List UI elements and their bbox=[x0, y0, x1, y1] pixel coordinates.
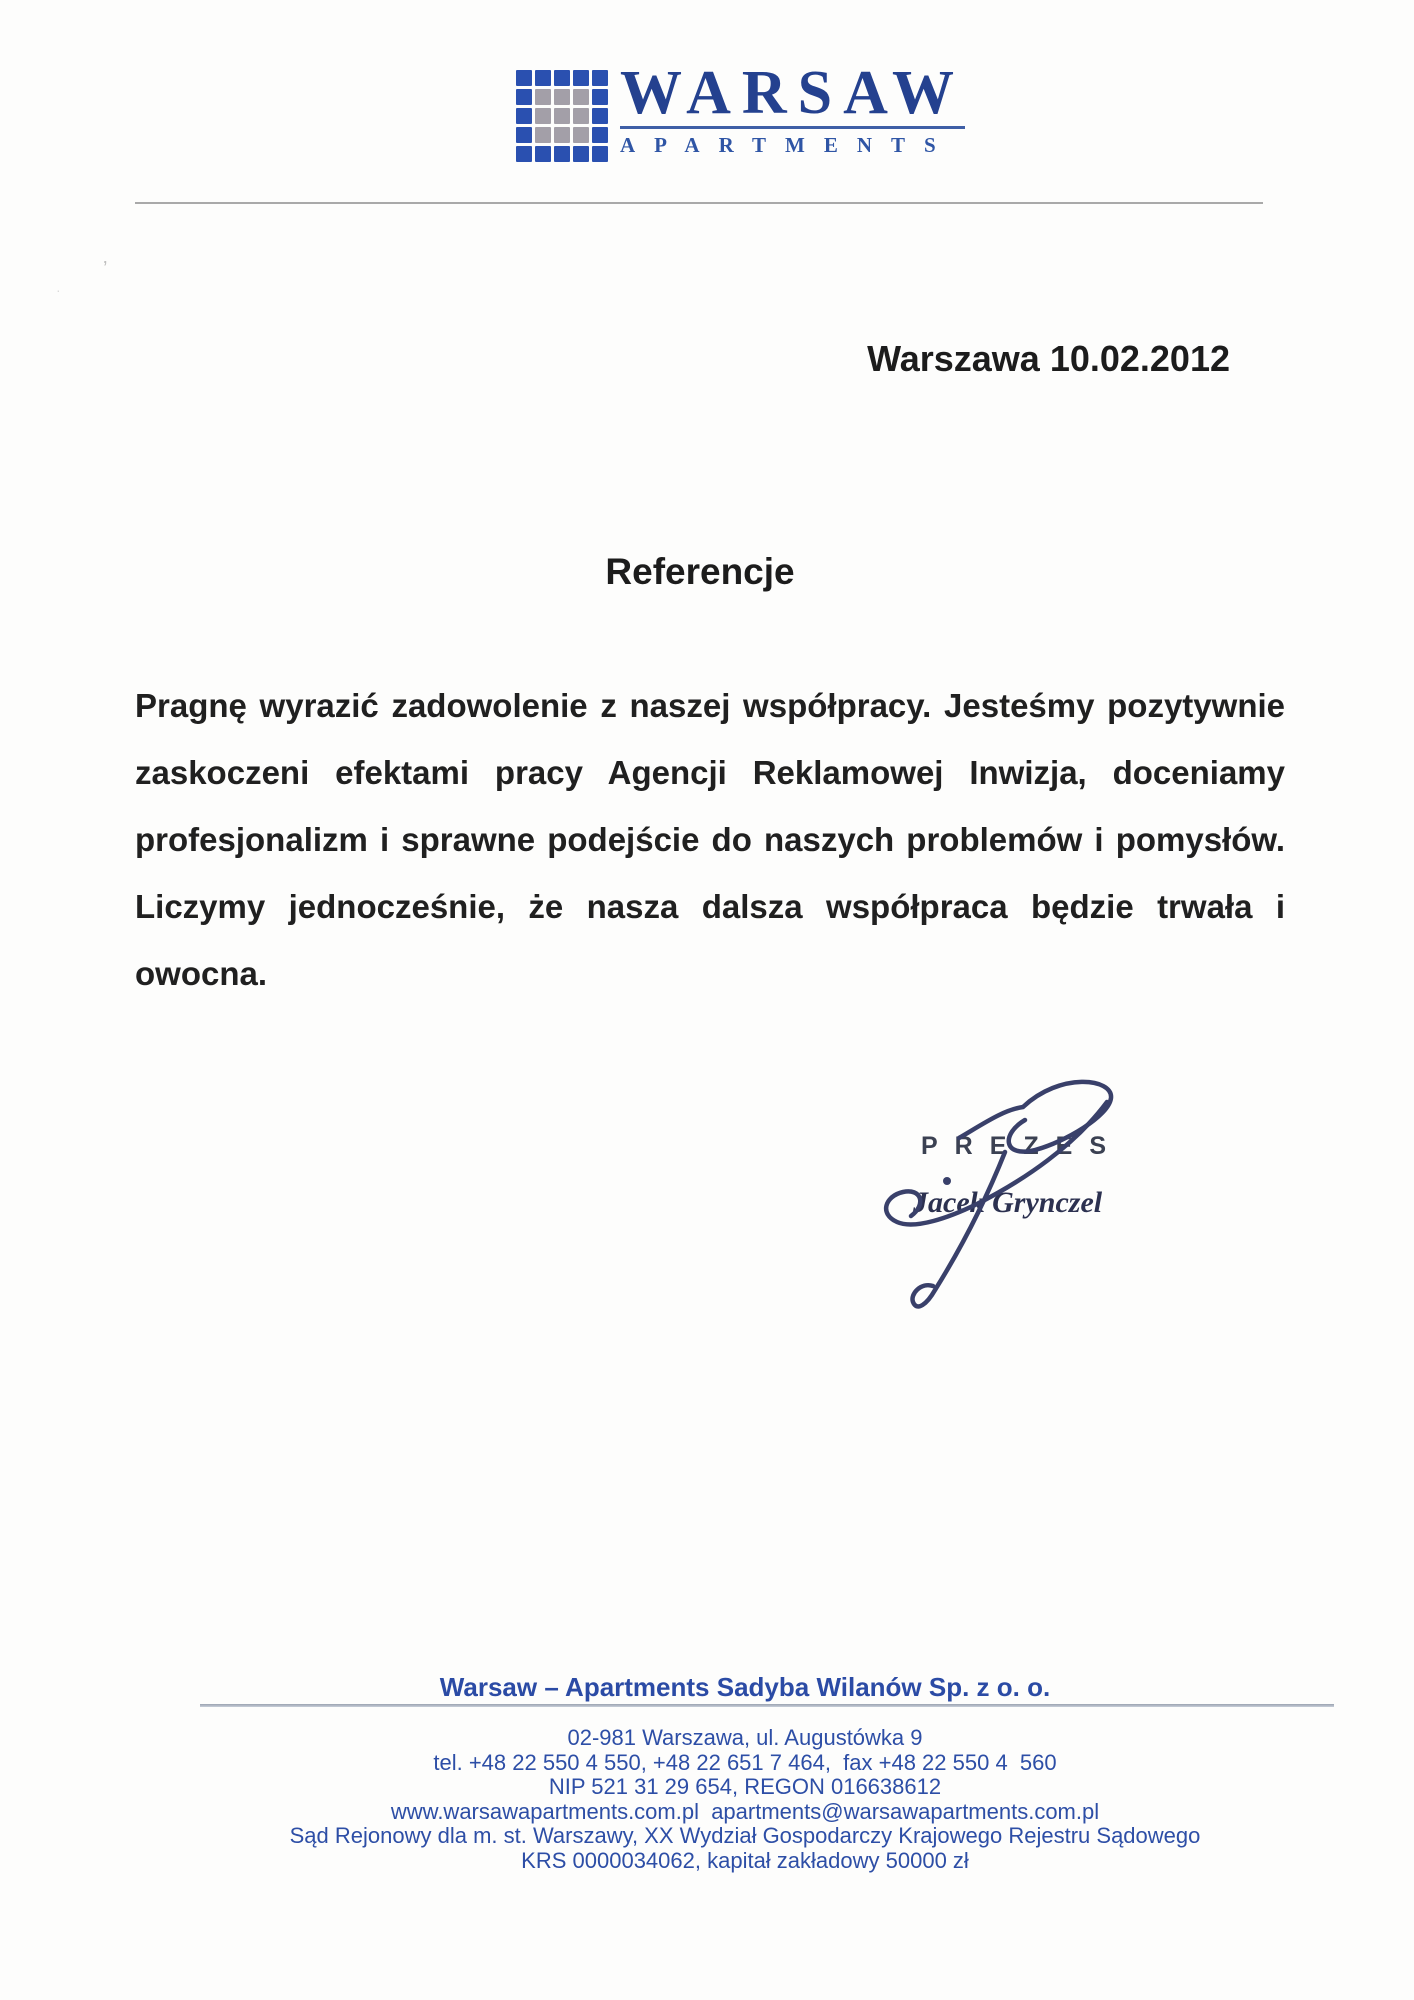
scan-artifact: · bbox=[56, 282, 61, 298]
signature-role: PREZES bbox=[921, 1132, 1124, 1160]
footer-phones: tel. +48 22 550 4 550, +48 22 651 7 464, fax +48 22 550 4 560 bbox=[433, 1749, 1057, 1775]
footer-krs: KRS 0000034062, kapitał zakładowy 50000 zł bbox=[521, 1847, 969, 1873]
logo-text bbox=[620, 59, 966, 158]
footer-contact-block bbox=[117, 1726, 1373, 1873]
letterhead-divider bbox=[135, 202, 1263, 204]
warsaw-apartments-logo bbox=[516, 59, 966, 162]
footer-nip-regon: NIP 521 31 29 654, REGON 016638612 bbox=[548, 1774, 942, 1799]
body-line: Liczymy jednocześnie, że nasza dalsza współpraca będzie trwała i bbox=[135, 888, 1285, 925]
footer-address: 02-981 Warszawa, ul. Augustówka 9 bbox=[567, 1725, 923, 1750]
body-line: profesjonalizm i sprawne podejście do naszych problemów i pomysłów. bbox=[135, 821, 1285, 858]
letter-body bbox=[135, 672, 1285, 1007]
footer-company-name: Warsaw – Apartments Sadyba Wilanów Sp. z o. o. bbox=[439, 1672, 1051, 1702]
footer-web-email: www.warsawapartments.com.pl apartments@warsawapartments.com.pl bbox=[390, 1798, 1100, 1824]
window-grid-icon bbox=[516, 70, 608, 162]
footer-divider bbox=[200, 1704, 1334, 1707]
scan-artifact: ‚ bbox=[103, 246, 108, 268]
body-line: zaskoczeni efektami pracy Agencji Reklamowej Inwizja, doceniamy bbox=[135, 754, 1285, 791]
letter-title: Referencje bbox=[605, 551, 795, 592]
handwritten-signature bbox=[855, 1050, 1155, 1330]
body-line: owocna. bbox=[135, 955, 268, 992]
logo-subtitle: APARTMENTS bbox=[620, 133, 955, 158]
body-line: Pragnę wyrazić zadowolenie z naszej współpracy. Jesteśmy pozytywnie bbox=[135, 687, 1285, 724]
logo-title: WARSAW bbox=[620, 62, 965, 129]
footer-court: Sąd Rejonowy dla m. st. Warszawy, XX Wydział Gospodarczy Krajowego Rejestru Sądowego bbox=[289, 1823, 1201, 1848]
letter-date: Warszawa 10.02.2012 bbox=[867, 338, 1230, 379]
signature-name: Jacek Grynczel bbox=[913, 1186, 1103, 1219]
